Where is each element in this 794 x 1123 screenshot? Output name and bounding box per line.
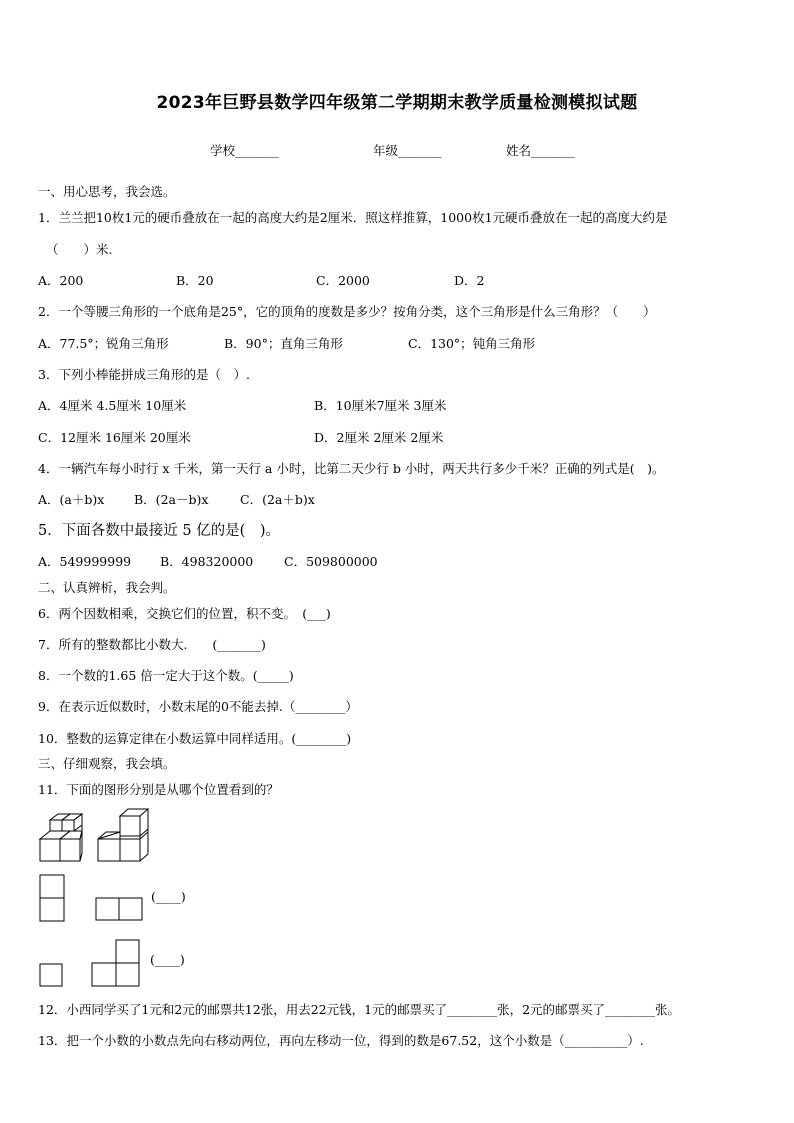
q5-option-b: B．498320000 [160, 554, 254, 569]
question-13: 13．把一个小数的小数点先向右移动两位，再向左移动一位，得到的数是67.52，这个小数是（__________）. [38, 1033, 644, 1048]
question-1-line1: 1．兰兰把10枚1元的硬币叠放在一起的高度大约是2厘米．照这样推算，1000枚1元硬币叠放在一起的高度大约是 [38, 210, 668, 225]
cube-stack-figure-1 [36, 812, 86, 864]
q3-option-b: B．10厘米7厘米 3厘米 [314, 398, 447, 413]
q3-option-a: A．4厘米 4.5厘米 10厘米 [38, 398, 187, 413]
cube-stack-figure-2 [94, 806, 154, 864]
q11-blank-1[interactable]: (____) [151, 889, 186, 904]
q1-option-b: B．20 [176, 273, 214, 288]
section-2-heading: 二、认真辨析，我会判。 [38, 580, 176, 595]
school-field: 学校_______ [210, 143, 279, 158]
q2-option-c: C．130°；钝角三角形 [408, 336, 536, 351]
q1-option-a: A．200 [38, 273, 84, 288]
question-5: 5．下面各数中最接近 5 亿的是( )。 [38, 523, 280, 539]
question-4: 4．一辆汽车每小时行 x 千米，第一天行 a 小时，比第二天少行 b 小时，两天共行多少千米？正确的列式是( )。 [38, 461, 665, 476]
question-7: 7．所有的整数都比小数大. (_______) [38, 637, 266, 652]
grade-field: 年级_______ [373, 143, 442, 158]
q4-option-a: A．(a＋b)x [38, 492, 105, 507]
question-9: 9．在表示近似数时，小数末尾的0不能去掉.（________） [38, 699, 358, 714]
q3-option-d: D．2厘米 2厘米 2厘米 [314, 430, 444, 445]
q5-option-a: A．549999999 [38, 554, 132, 569]
view-two-side-squares [94, 896, 144, 922]
q3-option-c: C．12厘米 16厘米 20厘米 [38, 430, 191, 445]
view-l-shape-squares [90, 938, 142, 988]
view-single-square [38, 962, 64, 988]
q4-option-b: B．(2a－b)x [134, 492, 209, 507]
view-two-stacked-squares [38, 873, 66, 923]
question-11: 11．下面的图形分别是从哪个位置看到的？ [38, 782, 279, 797]
question-2: 2．一个等腰三角形的一个底角是25°，它的顶角的度数是多少？按角分类，这个三角形是什么三角形？（ ） [38, 304, 656, 319]
section-3-heading: 三、仔细观察，我会填。 [38, 756, 176, 771]
name-field: 姓名_______ [506, 143, 575, 158]
question-6: 6．两个因数相乘，交换它们的位置，积不变。 (___) [38, 606, 331, 621]
page-title: 2023年巨野县数学四年级第二学期期末教学质量检测模拟试题 [156, 93, 638, 113]
q4-option-c: C．(2a＋b)x [240, 492, 315, 507]
q2-option-b: B．90°；直角三角形 [224, 336, 343, 351]
question-10: 10．整数的运算定律在小数运算中同样适用。(________) [38, 731, 352, 746]
q1-option-d: D．2 [454, 273, 485, 288]
q2-option-a: A．77.5°；锐角三角形 [38, 336, 169, 351]
q1-option-c: C．2000 [316, 273, 370, 288]
q5-option-c: C．509800000 [284, 554, 378, 569]
q11-blank-2[interactable]: (____) [150, 952, 185, 967]
question-1-line2: （ ）米. [46, 242, 113, 257]
question-12: 12．小西同学买了1元和2元的邮票共12张，用去22元钱，1元的邮票买了________张，2元的邮票买了________张。 [38, 1002, 681, 1017]
question-3: 3．下列小棒能拼成三角形的是（ ）. [38, 367, 250, 382]
question-8: 8．一个数的1.65 倍一定大于这个数。(_____) [38, 668, 294, 683]
section-1-heading: 一、用心思考，我会选。 [38, 184, 176, 199]
